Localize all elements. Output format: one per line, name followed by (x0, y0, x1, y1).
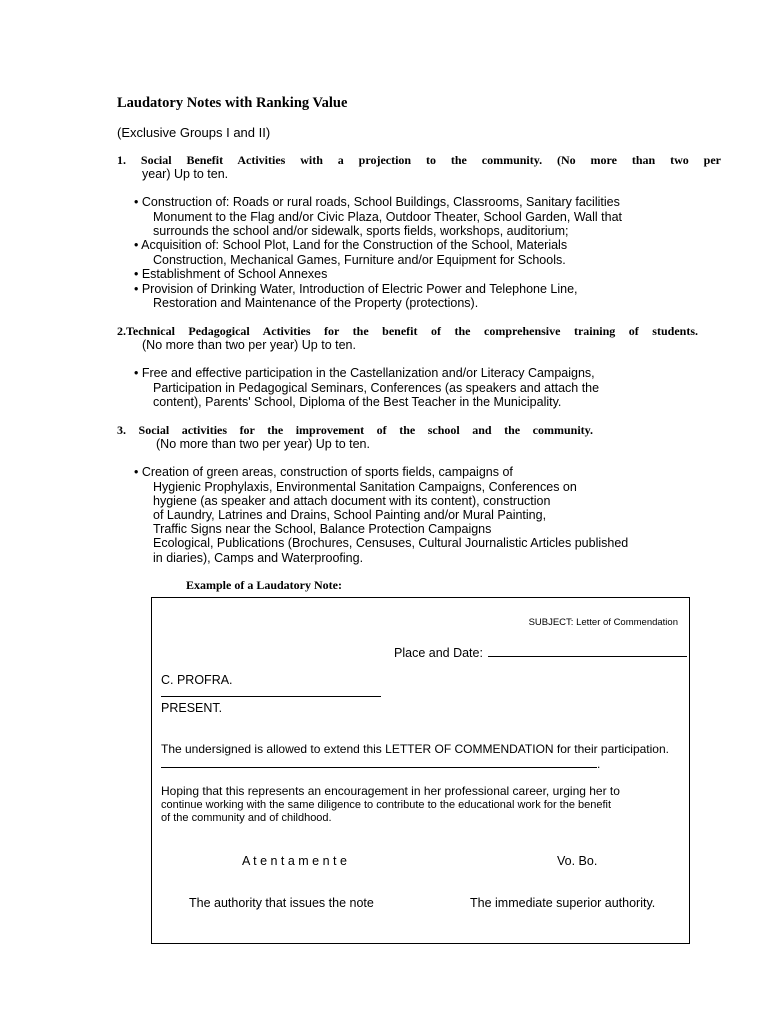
page-subtitle: (Exclusive Groups I and II) (117, 125, 271, 140)
section-1-line: • Construction of: Roads or rural roads, School Buildings, Classrooms, Sanitary facilities (134, 195, 620, 209)
note-body-intro: The undersigned is allowed to extend this LETTER OF COMMENDATION for their participation. (161, 742, 669, 756)
participation-end: . (597, 757, 601, 771)
section-1-line: Restoration and Maintenance of the Property (protections). (153, 296, 479, 310)
section-1-line: Construction, Mechanical Games, Furniture and/or Equipment for Schools. (153, 253, 566, 267)
authority-right: The immediate superior authority. (470, 896, 656, 910)
section-2-line: content), Parents' School, Diploma of the Best Teacher in the Municipality. (153, 395, 562, 409)
note-body-line: Hoping that this represents an encouragement in her professional career, urging her to (161, 784, 620, 798)
section-3-line: Hygienic Prophylaxis, Environmental Sanitation Campaigns, Conferences on (153, 480, 577, 494)
section-2-heading-cont: (No more than two per year) Up to ten. (142, 338, 356, 352)
section-1-heading: 1. Social Benefit Activities with a projection to the community. (No more than two per (117, 153, 721, 167)
note-vobo: Vo. Bo. (557, 854, 598, 868)
participation-blank (161, 757, 597, 768)
section-1-heading-cont: year) Up to ten. (142, 167, 229, 181)
example-label: Example of a Laudatory Note: (186, 578, 342, 592)
participation-line (161, 757, 600, 771)
note-atentamente: A t e n t a m e n t e (242, 854, 347, 868)
section-1-line: • Establishment of School Annexes (134, 267, 328, 281)
section-2-line: Participation in Pedagogical Seminars, Conferences (as speakers and attach the (153, 381, 600, 395)
laudatory-note-example (151, 597, 690, 944)
place-date-blank (488, 644, 687, 657)
section-3-line: hygiene (as speaker and attach document with its content), construction (153, 494, 551, 508)
section-2-heading: 2.Technical Pedagogical Activities for the benefit of the comprehensive training of students. (117, 324, 698, 338)
section-3-line: Traffic Signs near the School, Balance Protection Campaigns (153, 522, 492, 536)
section-3-heading: 3. Social activities for the improvement of the school and the community. (117, 423, 593, 437)
note-recipient: C. PROFRA. (161, 673, 233, 687)
place-date-line (394, 644, 687, 660)
section-2-line: • Free and effective participation in the Castellanization and/or Literacy Campaigns, (134, 366, 595, 380)
section-1-line: surrounds the school and/or sidewalk, sports fields, workshops, auditorium; (153, 224, 569, 238)
note-body-line: of the community and of childhood. (161, 812, 332, 824)
authority-left: The authority that issues the note (189, 896, 374, 910)
section-3-line: in diaries), Camps and Waterproofing. (153, 551, 364, 565)
section-3-heading-cont: (No more than two per year) Up to ten. (156, 437, 370, 451)
section-3-line: of Laundry, Latrines and Drains, School Painting and/or Mural Painting, (153, 508, 547, 522)
note-subject: SUBJECT: Letter of Commendation (528, 617, 678, 628)
page-title: Laudatory Notes with Ranking Value (117, 95, 348, 111)
section-3-line: • Creation of green areas, construction of sports fields, campaigns of (134, 465, 513, 479)
note-body-line: continue working with the same diligence to contribute to the educational work for the benefit (161, 799, 612, 811)
section-1-line: • Provision of Drinking Water, Introduction of Electric Power and Telephone Line, (134, 282, 578, 296)
recipient-blank-line (161, 696, 381, 697)
section-3-line: Ecological, Publications (Brochures, Censuses, Cultural Journalistic Articles published (153, 536, 629, 550)
place-date-label: Place and Date: (394, 646, 483, 660)
note-present: PRESENT. (161, 701, 223, 715)
section-1-line: • Acquisition of: School Plot, Land for the Construction of the School, Materials (134, 238, 568, 252)
section-1-line: Monument to the Flag and/or Civic Plaza, Outdoor Theater, School Garden, Wall that (153, 210, 622, 224)
